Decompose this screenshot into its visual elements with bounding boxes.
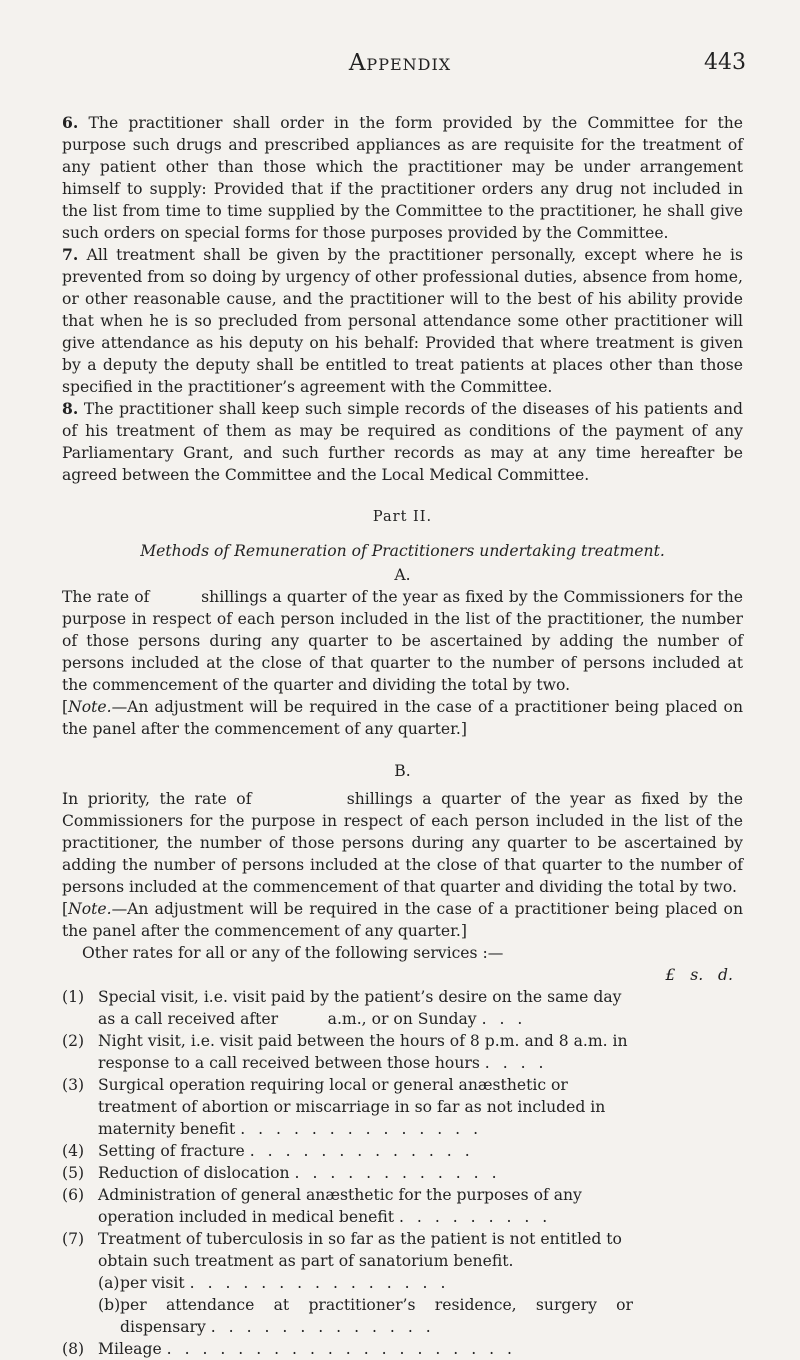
service-marker: (1) xyxy=(62,988,85,1006)
service-item xyxy=(62,1338,743,1360)
note-bracket: [ xyxy=(62,900,69,918)
service-text: Night visit, i.e. visit paid between the hours of 8 p.m. and 8 a.m. in response to a call received between those hours xyxy=(98,1032,628,1072)
service-marker: (7) xyxy=(62,1230,85,1248)
dot-leader: . . . . . . . . . . . . . . xyxy=(240,1120,483,1138)
running-title: Appendix xyxy=(348,50,452,76)
currency-column-header: £ s. d. xyxy=(665,966,733,984)
note-bracket: [ xyxy=(62,698,69,716)
part-subtitle: Methods of Remuneration of Practitioners undertaking treatment. xyxy=(140,542,665,560)
service-text: Mileage xyxy=(98,1340,162,1358)
dot-leader: . . . . . . . . . xyxy=(399,1208,552,1226)
paragraph-7 xyxy=(62,244,743,398)
service-marker: (2) xyxy=(62,1032,85,1050)
page-body xyxy=(62,112,748,1360)
dot-leader: . . . . . . . . . . . . . xyxy=(249,1142,474,1160)
service-marker: (4) xyxy=(62,1142,85,1160)
sub-service-text: per attendance at practitioner’s residence, surgery or dispensary xyxy=(120,1296,633,1336)
sub-service-marker: (b) xyxy=(98,1296,121,1314)
service-item xyxy=(62,1228,743,1272)
paragraph-number: 7. xyxy=(62,245,79,264)
sub-service-text: per visit xyxy=(120,1274,185,1292)
service-item xyxy=(62,1140,743,1162)
part-heading: Part II. xyxy=(372,509,433,525)
dot-leader: . . . . . . . . . . . . . . . . . . . . xyxy=(166,1340,516,1358)
paragraph-6 xyxy=(62,112,743,244)
service-item xyxy=(62,1030,743,1074)
dot-leader: . . . . xyxy=(484,1054,548,1072)
dot-leader: . . . . . . . . . . . . . . . xyxy=(189,1274,450,1292)
paragraph-text: The practitioner shall keep such simple records of the diseases of his patients and of his treatment of them as may be required as conditions of the payment of any Parliamentary Grant, and such further records as may at any time hereafter be agreed between the Committee and the Local Medical Committee. xyxy=(62,400,743,484)
service-marker: (3) xyxy=(62,1076,85,1094)
service-text: Setting of fracture xyxy=(98,1142,245,1160)
note-text: —An adjustment will be required in the case of a practitioner being placed on the panel after the commencement of any quarter.] xyxy=(62,698,743,738)
section-letter-a: A. xyxy=(394,566,411,584)
service-marker: (5) xyxy=(62,1164,85,1182)
section-a-note xyxy=(62,696,743,740)
paragraph-text: The practitioner shall order in the form provided by the Committee for the purpose such drugs and prescribed appliances as are requisite for the treatment of any patient other than those which the practitioner may be under arrangement himself to supply: Provided that if the practitioner orders any drug not included in the list from time to time supplied by the Committee to the practitioner, he shall give such orders on special forms for those purposes provided by the Committee. xyxy=(62,114,743,242)
note-label: Note. xyxy=(68,698,112,716)
service-text: Treatment of tuberculosis in so far as the patient is not entitled to obtain such treatment as part of sanatorium benefit. xyxy=(98,1230,622,1270)
paragraph-text: All treatment shall be given by the practitioner personally, except where he is prevented from so doing by urgency of other professional duties, absence from home, or other reasonable cause, and the practitioner will to the best of his ability provide that when he is so precluded from personal attendance some other practitioner will give attendance as his deputy on his behalf: Provided that where treatment is given by a deputy the deputy shall be entitled to treat patients at places other than those specified in the practitioner’s agreement with the Committee. xyxy=(62,246,743,396)
paragraph-8 xyxy=(62,398,743,486)
service-text: Surgical operation requiring local or general anæsthetic or treatment of abortion or miscarriage in so far as not included in maternity benefit xyxy=(98,1076,606,1138)
section-b-text: In priority, the rate of shillings a quarter of the year as fixed by the Commissioners for the purpose in respect of each person included in the list of the practitioner, the number of those persons during any quarter to be ascertained by adding the number of persons included at the close of that quarter to the number of persons included at the commencement of that quarter and dividing the total by two. xyxy=(62,790,748,896)
service-marker: (8) xyxy=(62,1340,85,1358)
section-letter-b: B. xyxy=(394,762,411,780)
section-a-text: The rate of shillings a quarter of the year as fixed by the Commissioners for the purpose in respect of each person included in the list of the practitioner, the number of those persons during any quarter to be ascertained by adding the number of persons included at the close of that quarter to the number of persons included at the commencement of the quarter and dividing the total by two. xyxy=(62,588,748,694)
sub-service-item xyxy=(62,1294,743,1338)
sub-service-item xyxy=(62,1272,743,1294)
paragraph-number: 6. xyxy=(62,113,79,132)
note-label: Note. xyxy=(68,900,112,918)
service-item xyxy=(62,986,743,1030)
service-text: Special visit, i.e. visit paid by the patient’s desire on the same day as a call received after a.m., or on Sunday xyxy=(98,988,627,1028)
service-item xyxy=(62,1162,743,1184)
dot-leader: . . . . . . . . . . . . . xyxy=(210,1318,435,1336)
service-text: Administration of general anæsthetic for the purposes of any operation included in medical benefit xyxy=(98,1186,582,1226)
sub-service-marker: (a) xyxy=(98,1274,120,1292)
service-marker: (6) xyxy=(62,1186,85,1204)
services-list xyxy=(62,986,743,1360)
section-b-note xyxy=(62,898,743,942)
service-item xyxy=(62,1184,743,1228)
paragraph-number: 8. xyxy=(62,399,79,418)
dot-leader: . . . xyxy=(481,1010,527,1028)
note-text: —An adjustment will be required in the case of a practitioner being placed on the panel after the commencement of any quarter.] xyxy=(62,900,743,940)
page-number: 443 xyxy=(704,50,746,75)
other-rates-intro: Other rates for all or any of the following services :— xyxy=(82,944,504,962)
dot-leader: . . . . . . . . . . . . xyxy=(294,1164,501,1182)
service-item xyxy=(62,1074,743,1140)
service-text: Reduction of dislocation xyxy=(98,1164,290,1182)
